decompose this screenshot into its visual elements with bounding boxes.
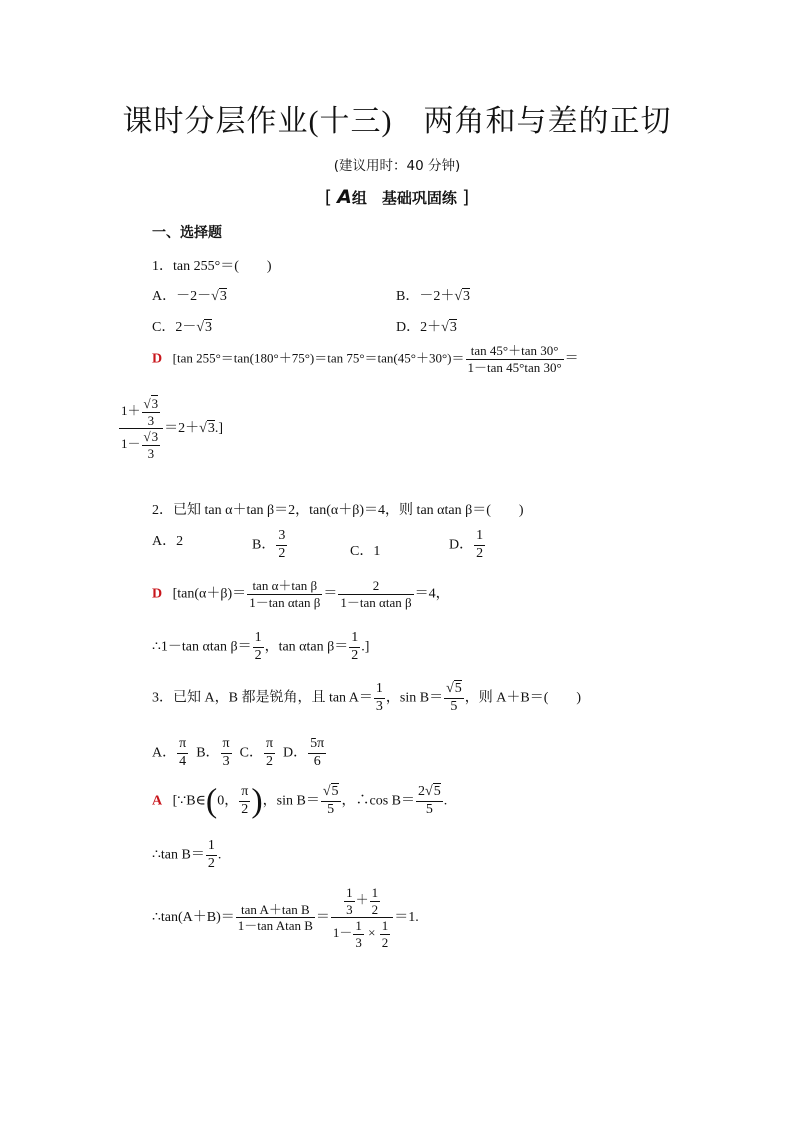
q3-sol2-end: . (217, 847, 222, 863)
q3-sol1-sin-radicand: 5 (331, 784, 339, 799)
q1-f2-den-inner-top: √3 (143, 429, 159, 445)
q1-f2-denominator (119, 429, 163, 461)
q3-stem-f1-den: 3 (375, 698, 383, 714)
q1-option-d-radicand: 3 (449, 320, 457, 335)
q3-option-a-label: A． (152, 745, 177, 761)
q1-f2-num-radicand: 3 (151, 396, 159, 411)
q2-answer: D (152, 586, 163, 602)
q3-sol3-end: ＝1. (394, 909, 419, 925)
q3-sol3-equals: ＝ (315, 909, 330, 925)
q1-option-a-label: A．－2－ (152, 289, 212, 304)
q2-option-b (252, 528, 288, 563)
page-title: 课时分层作业(十三) 两角和与差的正切 (122, 105, 672, 138)
q2-f1-den: 1－tan αtan β (249, 594, 321, 610)
q3-sol1-sin-num: √5 (321, 784, 341, 802)
q1-f2-numerator (119, 396, 163, 429)
q3-big-num-a (344, 885, 355, 917)
q3-stem-f2-radicand: 5 (454, 681, 462, 696)
q2-line2-f2-num: 1 (349, 630, 360, 648)
q2-option-d-num: 1 (474, 528, 485, 546)
time-hint: (建议用时：40 分钟) (333, 158, 461, 174)
q3-sol2-den: 2 (207, 855, 215, 871)
q1-option-d-label: D．2＋ (396, 320, 442, 335)
group-label: 组 基础巩固练 (351, 189, 457, 207)
q3-stem-fraction-2 (444, 681, 464, 716)
q1-option-c-label: C．2－ (152, 320, 197, 335)
q2-line2-mid: ，tan αtan β＝ (264, 639, 349, 655)
q1-solution-end-radicand: 3 (207, 420, 215, 436)
q3-big-den-a-bottom: 3 (355, 934, 362, 950)
q2-option-a: A．2 (152, 534, 184, 549)
q2-solution-line2 (152, 630, 369, 665)
q2-option-b-label: B． (252, 537, 276, 553)
q1-solution-fraction (466, 343, 564, 375)
q3-big-num-b (370, 885, 381, 917)
q3-option-d-den: 6 (313, 753, 321, 769)
q3-big-den-b (380, 918, 391, 950)
q3-big-num-a-top: 1 (346, 885, 353, 900)
q3-sol1-mid: ，sin B＝ (262, 793, 320, 809)
q2-f2-num: 2 (338, 578, 413, 595)
q3-sol3-f1-num: tan A＋tan B (236, 902, 315, 919)
q3-option-a-den: 4 (179, 753, 187, 769)
q1-f2-num-pre: 1＋ (121, 403, 141, 419)
q3-sol1-end: . (443, 793, 448, 809)
q3-option-d-label: D． (283, 745, 308, 761)
q1-option-b-label: B．－2＋ (396, 289, 455, 304)
q3-option-d-fraction (308, 736, 326, 771)
q3-answer: A (152, 793, 163, 809)
q2-line2-end: .] (361, 639, 370, 655)
q3-big-den-b-top: 1 (381, 918, 389, 934)
q3-stem-pre: 3．已知 A，B 都是锐角，且 tan A＝ (152, 690, 373, 706)
q3-option-c-fraction (264, 736, 275, 771)
q1-answer: D (152, 351, 163, 367)
q3-sol1-cos-radicand: 5 (433, 784, 441, 799)
q2-option-b-fraction (276, 528, 287, 563)
q3-sol3-pre: ∴tan(A＋B)＝ (152, 909, 235, 925)
q1-f2-den-radicand: 3 (151, 429, 159, 445)
q3-sol1-pre: [∵B∈ (172, 793, 206, 809)
q2-solution-pre: [tan(α＋β)＝ (172, 586, 247, 602)
q3-stem-post: ，则 A＋B＝( ) (464, 690, 582, 706)
q1-f2-den-inner-den: 3 (147, 445, 155, 461)
q3-option-c-label: C． (239, 745, 263, 761)
q3-option-a-fraction (177, 736, 188, 771)
q3-sol1-interval-fraction (239, 784, 250, 819)
q2-option-c: C．1 (350, 544, 381, 559)
q3-stem-f2-den: 5 (450, 698, 458, 714)
group-letter: A (337, 186, 352, 208)
q2-line2-fraction-2 (349, 630, 360, 665)
q3-option-b-den: 3 (222, 753, 230, 769)
q3-sol1-cos-fraction (416, 784, 443, 819)
q3-sol2-num: 1 (206, 838, 217, 856)
q1-solution-continued: 1＋ $\frac{√3}{3}$ 1－ $\frac{√3}{3}$ ＝2＋√3.] (121, 396, 224, 461)
q2-solution (152, 578, 450, 610)
q1-option-b: B．－2＋√3 (396, 289, 471, 304)
q2-line2-pre: ∴1－tan αtan β＝ (152, 639, 252, 655)
q3-sol2-pre: ∴tan B＝ (152, 847, 205, 863)
q3-sol3-f1-den: 1－tan Atan B (237, 918, 313, 934)
q2-line2-f2-den: 2 (351, 647, 359, 663)
q2-option-d (449, 528, 486, 563)
q3-big-num-b-bottom: 2 (371, 901, 379, 917)
q1-solution-equals: ＝ (564, 351, 579, 367)
q3-stem-f1-num: 1 (374, 681, 385, 699)
q3-sol1-sin-fraction (321, 784, 341, 819)
q3-option-b-num: π (221, 736, 232, 754)
q3-option-c-num: π (264, 736, 275, 754)
q2-option-b-num: 3 (276, 528, 287, 546)
q3-sol3-fraction-1 (236, 902, 315, 934)
q2-solution-equals: ＝ (323, 586, 338, 602)
group-heading (0, 186, 794, 208)
q3-sol1-cos-den: 5 (425, 801, 433, 817)
q3-big-plus: ＋ (355, 892, 369, 908)
q2-option-b-den: 2 (278, 545, 286, 561)
q2-option-d-label: D． (449, 537, 474, 553)
q2-solution-post: ＝4， (414, 586, 450, 602)
q1-option-a-radicand: 3 (219, 289, 227, 304)
q2-solution-fraction-2 (338, 578, 413, 610)
q3-sol3-big-fraction (331, 885, 393, 950)
q3-big-den-a (353, 918, 364, 950)
q3-solution-line3 (152, 885, 419, 950)
q3-solution-line1: A [∵B∈(0， $\frac{\pi}{2}$ )，sin B＝ $\frac{√5}{5}$ ，∴cos B＝ $\frac{2√5}{5}$ . (152, 782, 448, 820)
q1-f2-num-inner-den: 3 (147, 412, 155, 428)
q1-solution-fraction-den: 1－tan 45°tan 30° (467, 359, 562, 375)
q3-stem-fraction-1 (374, 681, 385, 716)
q3-big-num-b-top: 1 (371, 885, 379, 900)
q3-big-num-a-bottom: 3 (346, 901, 353, 917)
q1-solution-end-pre: ＝2＋ (164, 420, 200, 436)
q3-sol1-cos-num: 2√5 (416, 784, 443, 802)
q2-f1-num: tan α＋tan β (247, 578, 322, 595)
q3-big-den-b-bottom: 2 (381, 934, 389, 950)
q3-sol1-mid2: ，∴cos B＝ (341, 793, 416, 809)
q3-sol1-cos-coef: 2 (418, 784, 426, 799)
group-open-bracket: [ (324, 187, 332, 208)
q3-big-den-a-top: 1 (355, 918, 362, 934)
q1-option-d: D．2＋√3 (396, 320, 457, 335)
q3-stem (152, 681, 581, 716)
q3-option-b-fraction (221, 736, 232, 771)
q3-stem-mid: ，sin B＝ (385, 690, 444, 706)
q3-sol2-fraction (206, 838, 217, 873)
q1-solution-fraction-num: tan 45°＋tan 30° (466, 343, 564, 360)
q3-big-times: × (368, 925, 376, 941)
q1-stem: 1．tan 255°＝( ) (152, 259, 272, 274)
q1-option-a: A．－2－√3 (152, 289, 227, 304)
q2-line2-fraction-1 (253, 630, 264, 665)
q3-option-c-den: 2 (266, 753, 273, 769)
q3-option-d-num: 5π (308, 736, 326, 754)
q2-f2-den: 1－tan αtan β (340, 594, 412, 610)
q3-sol3-big-numerator (331, 885, 393, 918)
q3-sol1-pi-num: π (239, 784, 250, 802)
q2-line2-f1-num: 1 (253, 630, 264, 648)
q1-f2-num-inner-top: √3 (143, 396, 159, 411)
q3-stem-f2-num: √5 (444, 681, 464, 699)
q1-f2-den-pre: 1－ (121, 436, 141, 452)
q1-solution-text: [tan 255°＝tan(180°＋75°)＝tan 75°＝tan(45°＋30°)＝ (172, 350, 465, 366)
q3-option-a-num: π (177, 736, 188, 754)
q2-option-d-fraction (474, 528, 485, 563)
q2-option-d-den: 2 (476, 545, 484, 561)
q3-sol1-sin-den: 5 (327, 801, 335, 817)
q3-big-den-pre: 1－ (332, 925, 353, 941)
q1-f2-num-inner (142, 396, 161, 428)
q1-option-c: C．2－√3 (152, 320, 213, 335)
q3-sol3-big-denominator (331, 918, 393, 950)
q3-solution-line2 (152, 838, 221, 873)
q1-solution-end-post: .] (214, 420, 224, 436)
q3-options (152, 736, 327, 771)
group-close-bracket: ] (462, 187, 470, 208)
q1-option-b-radicand: 3 (463, 289, 471, 304)
q2-solution-fraction-1 (247, 578, 322, 610)
q1-f2-den-inner (142, 429, 161, 461)
q1-solution-fraction-2 (119, 396, 163, 461)
q1-solution (152, 343, 579, 375)
q2-line2-f1-den: 2 (254, 647, 262, 663)
q2-stem: 2．已知 tan α＋tan β＝2，tan(α＋β)＝4，则 tan αtan β＝( ) (152, 503, 524, 518)
section-heading: 一、选择题 (152, 225, 222, 241)
q3-option-b-label: B． (196, 745, 220, 761)
q3-sol1-pi-den: 2 (241, 801, 249, 817)
q3-sol1-interval-pre: 0， (217, 793, 239, 809)
q1-option-c-radicand: 3 (205, 320, 213, 335)
